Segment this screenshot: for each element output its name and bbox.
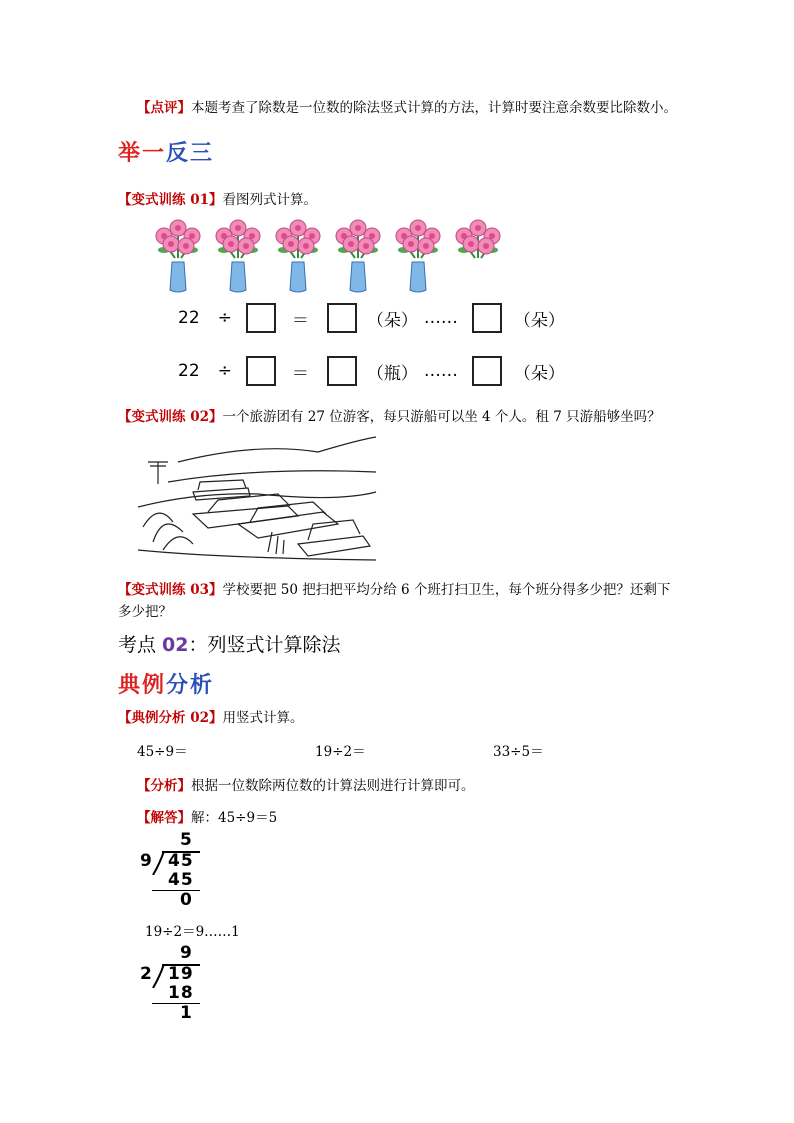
flower-vase-3 [276,220,320,292]
long-division-1: 5 9 45 45 0 [138,830,208,910]
exercise3-text1: 学校要把 50 把扫把平均分给 6 个班打扫卫生，每个班分得多少把？还剩下 [222,582,671,598]
answer-tag: 【解答】 [137,810,191,826]
review-text: 本题考查了除数是一位数的除法竖式计算的方法，计算时要注意余数要比除数小。 [191,100,677,116]
section-heading: 考点 02：列竖式计算除法 [118,634,341,656]
review-line [137,96,677,116]
flower-vase-1 [156,220,200,292]
flower-vase-4 [336,220,380,292]
problem-1: 45÷9＝ [137,744,188,760]
example-tag: 【典例分析 02】 [118,710,223,726]
review-tag: 【点评】 [137,100,191,116]
exercise1-tag: 【变式训练 01】 [118,192,223,208]
example-text: 用竖式计算。 [222,710,304,726]
analysis-line [137,774,475,794]
equation-row-2: 22 ÷ ＝ （瓶） …… （朵） [178,356,565,386]
flowers-illustration [148,218,508,296]
banner-jyfs: 举一反三 [118,140,215,166]
answer-box-divisor-1[interactable] [246,303,276,333]
long-division-2: 9 2 19 18 1 [138,943,208,1023]
answer-box-remainder-1[interactable] [472,303,502,333]
exercise2-text: 一个旅游团有 27 位游客，每只游船可以坐 4 个人。租 7 只游船够坐吗？ [222,409,661,425]
answer-box-remainder-2[interactable] [472,356,502,386]
answer-box-quotient-2[interactable] [327,356,357,386]
equation-row-1: 22 ÷ ＝ （朵） …… （朵） [178,303,565,333]
answer-line-2: 19÷2＝9……1 [145,924,240,940]
analysis-text: 根据一位数除两位数的计算法则进行计算即可。 [191,778,475,794]
exercise1-line [118,188,317,208]
example-line [118,706,304,726]
flower-vase-5 [396,220,440,292]
single-flower [456,220,500,258]
problem-2: 19÷2＝ [315,744,366,760]
exercise2-tag: 【变式训练 02】 [118,409,223,425]
answer-text: 解：45÷9＝5 [191,810,278,826]
exercise3-tag: 【变式训练 03】 [118,582,223,598]
analysis-tag: 【分析】 [137,778,191,794]
answer-box-quotient-1[interactable] [327,303,357,333]
answer-line [137,806,277,826]
answer-box-divisor-2[interactable] [246,356,276,386]
problem-3: 33÷5＝ [493,744,544,760]
boats-illustration [138,432,378,567]
exercise1-text: 看图列式计算。 [222,192,317,208]
flower-vase-2 [216,220,260,292]
exercise3-line1 [118,578,670,598]
exercise3-text2: 多少把？ [118,604,172,620]
banner-dlfx: 典例分析 [118,672,215,698]
exercise2-line [118,405,661,425]
